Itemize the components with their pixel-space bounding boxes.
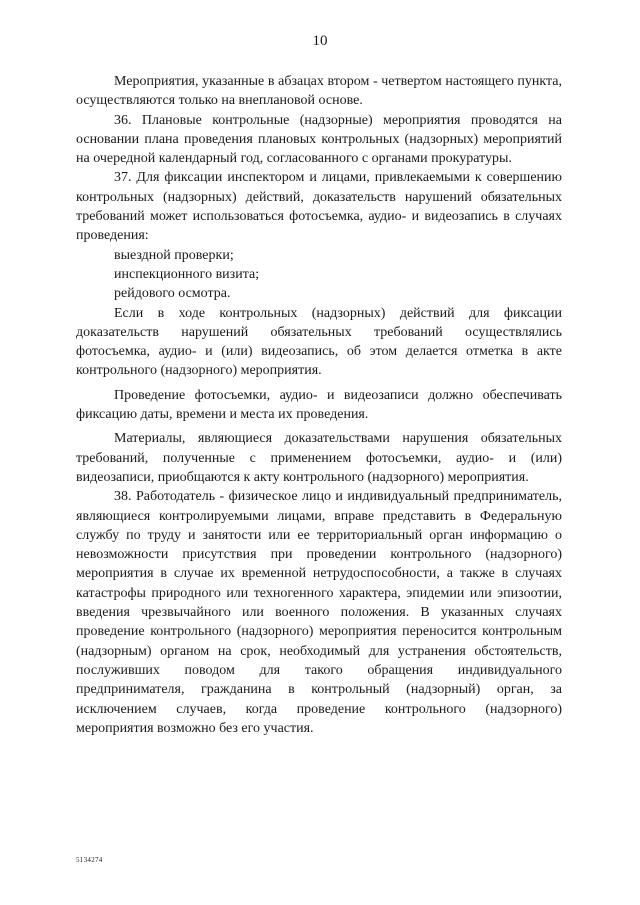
paragraph-evidence-materials: Материалы, являющиеся доказательствами нарушения обязательных требований, полученные с применением фотосъемки, аудио- и (или) видеозаписи, приобщаются к акту контрольного (надзорного) мероприятия.	[76, 431, 562, 485]
paragraph-37: 37. Для фиксации инспектором и лицами, привлекаемыми к совершению контрольных (надзорных) действий, доказательств нарушений обязательных требований может использоваться фотосъемка, аудио- и видеозапись в случаях проведения:	[76, 170, 562, 244]
document-body	[76, 72, 562, 738]
paragraph-measures-note: Мероприятия, указанные в абзацах втором - четвертом настоящего пункта, осуществляются только на внеплановой основе.	[76, 74, 562, 109]
list-item-raid-examination: рейдового осмотра.	[114, 286, 231, 302]
list-item-field-inspection: выездной проверки;	[114, 247, 234, 263]
list-item-inspection-visit: инспекционного визита;	[114, 266, 260, 282]
paragraph-recording-note: Если в ходе контрольных (надзорных) действий для фиксации доказательств нарушений обязательных требований осуществлялись фотосъемка, аудио- и (или) видеозапись, об этом делается отметка в акте контрольного (надзорного) мероприятия.	[76, 305, 562, 379]
paragraph-recording-requirements: Проведение фотосъемки, аудио- и видеозаписи должно обеспечивать фиксацию даты, времени и места их проведения.	[76, 387, 562, 423]
page-number: 10	[312, 33, 328, 49]
paragraph-38: 38. Работодатель - физическое лицо и индивидуальный предприниматель, являющиеся контролируемыми лицами, вправе представить в Федеральную службу по труду и занятости или ее территориальный орган информацию о невозможности присутствия при проведении контрольного (надзорного) мероприятия в случае их временной нетрудоспособности, а также в случаях катастрофы природного или техногенного характера, эпидемии или эпизоотии, введения чрезвычайного или военного положения. В указанных случаях проведение контрольного (надзорного) мероприятия переносится контрольным (надзорным) органом на срок, необходимый для устранения обстоятельств, послуживших поводом для такого обращения индивидуального предпринимателя, гражданина в контрольный (надзорный) орган, за исключением случаев, когда проведение контрольного (надзорного) мероприятия возможно без его участия.	[76, 489, 562, 736]
paragraph-36: 36. Плановые контрольные (надзорные) мероприятия проводятся на основании плана проведения плановых контрольных (надзорных) мероприятий на очередной календарный год, согласованного с органами прокуратуры.	[76, 112, 562, 167]
document-code: 5134274	[76, 856, 103, 864]
